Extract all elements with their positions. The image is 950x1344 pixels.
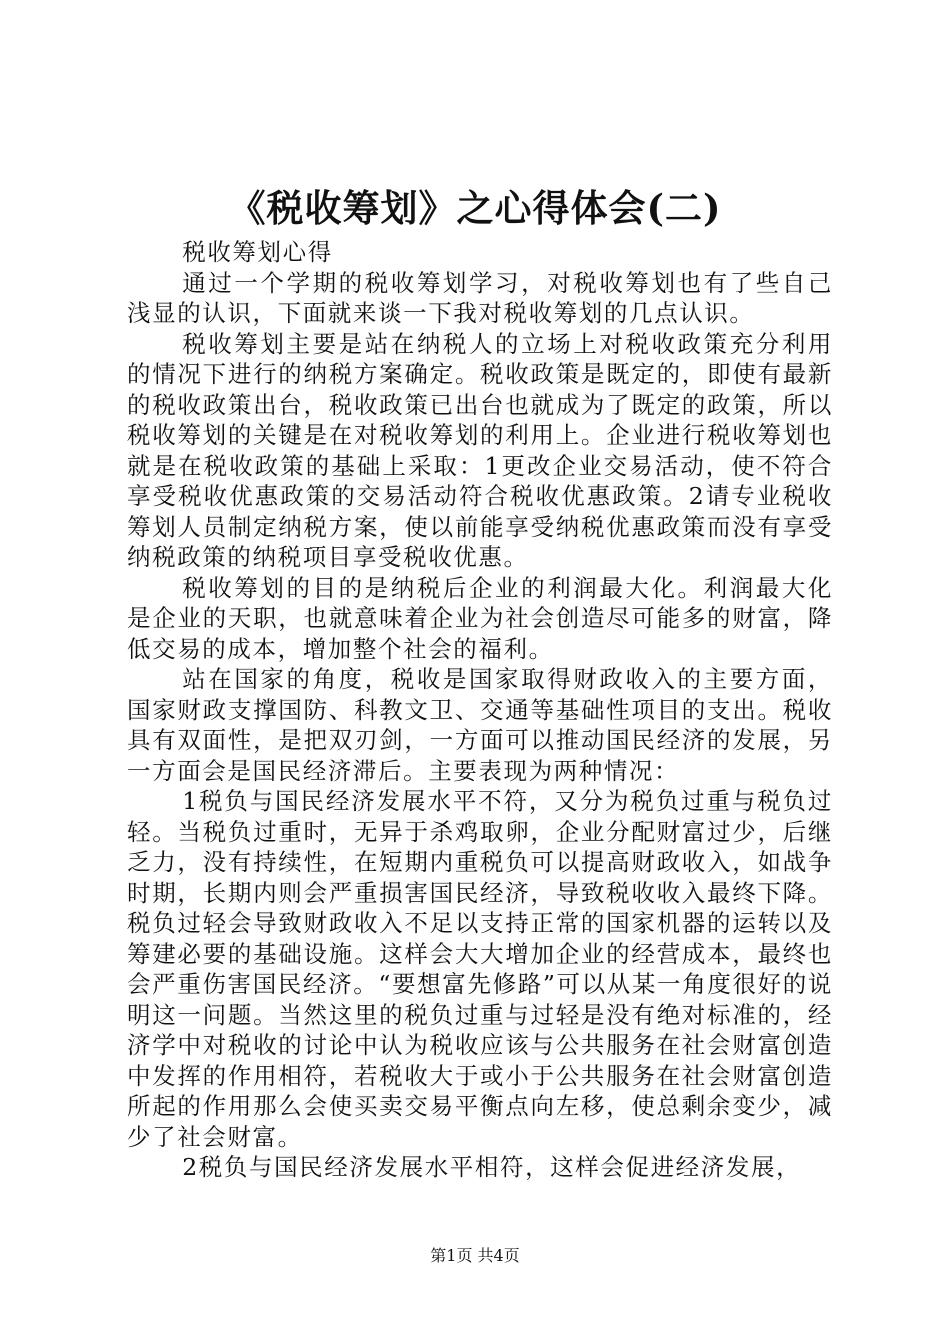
paragraph: 税收筹划的目的是纳税后企业的利润最大化。利润最大化是企业的天职，也就意味着企业为社会创造尽可能多的财富，降低交易的成本，增加整个社会的福利。 [127, 573, 833, 663]
page-footer: 第1页 共4页 [430, 1246, 520, 1265]
paragraph: 通过一个学期的税收筹划学习，对税收筹划也有了些自己浅显的认识，下面就来谈一下我对税收筹划的几点认识。 [127, 268, 833, 327]
paragraph: 1税负与国民经济发展水平不符，又分为税负过重与税负过轻。当税负过重时，无异于杀鸡取卵，企业分配财富过少，后继乏力，没有持续性，在短期内重税负可以提高财政收入，如战争时期，长期内则会严重损害国民经济，导致税收收入最终下降。税负过轻会导致财政收入不足以支持正常的国家机器的运转以及筹建必要的基础设施。这样会大大增加企业的经营成本，最终也会严重伤害国民经济。“要想富先修路”可以从某一角度很好的说明这一问题。当然这里的税负过重与过轻是没有绝对标准的，经济学中对税收的讨论中认为税收应该与公共服务在社会财富创造中发挥的作用相符，若税收大于或小于公共服务在社会财富创造所起的作用那么会使买卖交易平衡点向左移，使总剩余变少，减少了社会财富。 [127, 787, 833, 1151]
paragraph: 站在国家的角度，税收是国家取得财政收入的主要方面，国家财政支撑国防、科教文卫、交通等基础性项目的支出。税收具有双面性，是把双刃剑，一方面可以推动国民经济的发展，另一方面会是国民经济滞后。主要表现为两种情况： [127, 665, 833, 785]
document-title: 《税收筹划》之心得体会(二) [228, 186, 722, 230]
paragraph: 2税负与国民经济发展水平相符，这样会促进经济发展， [182, 1153, 802, 1181]
document-body [127, 237, 833, 1183]
paragraph-heading: 税收筹划心得 [182, 238, 333, 266]
paragraph: 税收筹划主要是站在纳税人的立场上对税收政策充分利用的情况下进行的纳税方案确定。税收政策是既定的，即使有最新的税收政策出台，税收政策已出台也就成为了既定的政策，所以税收筹划的关键是在对税收筹划的利用上。企业进行税收筹划也就是在税收政策的基础上采取：1更改企业交易活动，使不符合享受税收优惠政策的交易活动符合税收优惠政策。2请专业税收筹划人员制定纳税方案，使以前能享受纳税优惠政策而没有享受纳税政策的纳税项目享受税收优惠。 [127, 329, 833, 571]
